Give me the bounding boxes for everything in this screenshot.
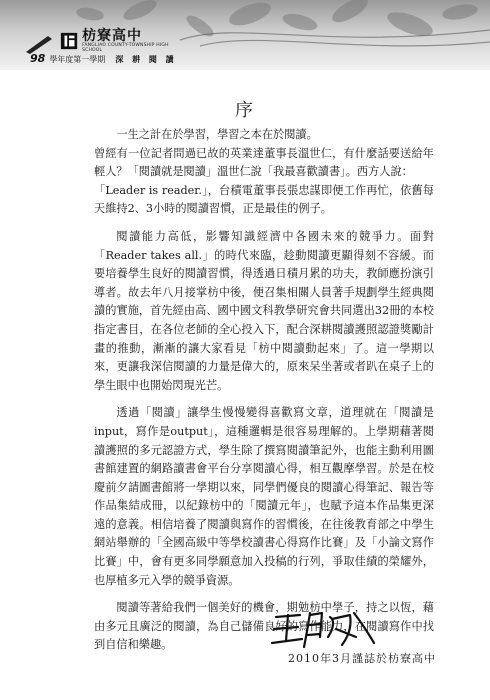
pen-icon <box>24 34 54 54</box>
paragraph-text: 曾經有一位記者問過已故的英業達董事長溫世仁，有什麼話要送給年輕人？「閱讀就是閱讀」溫世仁說「我最喜歡讀書」。西方人說： <box>94 146 434 179</box>
publication-title: 深 耕 閱 讀 <box>115 55 177 64</box>
paragraph-text: 透過「閱讀」讓學生慢慢變得喜歡寫文章，道理就在「閱讀是input，寫作是output」，這種邏輯是很容易理解的。上學期藉著閱讀護照的多元認證方式，學生除了撰寫閱讀筆記外，也能主動利用圖書館建置的網路讀書會平台分享閱讀心得，相互觀摩學習。於是在校慶前夕請圖書館將一學期以來，同學們優良的閱讀心得筆記、報告等作品集結成冊，以紀錄枋中的「閱讀元年」，也賦予這本作品集更深遠的意義。相信培養了閱讀與寫作的習慣後，在往後教育部之中學生網站舉辦的「全國高級中等學校讀書心得寫作比賽」及「小論文寫作比賽」中，會有更多同學願意加入投稿的行列，爭取佳績的榮耀外，也厚植多元入學的競爭資源。 <box>94 406 434 587</box>
paragraph-text: 一生之計在於學習，學習之本在於閱讀。 <box>116 128 318 141</box>
school-name: 枋寮高中 <box>82 28 143 44</box>
paragraph-gap <box>94 590 434 599</box>
paragraph-gap <box>94 395 434 404</box>
paragraph-text: 閱讀能力高低，影響知識經濟中各國未來的競爭力。面對「Reader takes all.」的時代來臨，趁動閱讀更顯得刻不容緩。而要培養學生良好的閱讀習慣，得透過日積月累的功夫，教師應扮演引導者。故去年八月接掌枋中後，便召集相關人員著手規劃學生經典閱讀的實施，首先經由高、國中國文科教學研究會共同選出32冊的本校指定書目，在各位老師的全心投入下，配合深耕閱讀護照認證獎勵計畫的推動，漸漸的讓大家看見「枋中閱讀動起來」了。這一學期以來，更讓我深信閱讀的力量是偉大的，原來呆坐著或者趴在桌子上的學生眼中也開始閃現光芒。 <box>94 229 434 392</box>
paragraph-gap <box>94 219 434 228</box>
signature-date: 2010年3月謹誌於枋寮高中 <box>288 652 436 665</box>
school-logo <box>60 30 180 52</box>
term-text: 學年度第一學期 <box>49 55 106 64</box>
preface-body <box>94 126 434 655</box>
term-number: 98 <box>30 52 46 65</box>
page-title: 序 <box>235 100 255 121</box>
school-emblem-icon <box>60 31 78 51</box>
page-header <box>0 0 490 70</box>
paragraph-text: 「Leader is reader.」，台積電董事長張忠謀即便工作再忙，依舊每天維持2、3小時的閱讀習慣，正是最佳的例子。 <box>94 183 434 216</box>
term-info <box>30 52 177 65</box>
handwritten-signature-icon <box>270 607 380 651</box>
school-name-english: FANGLIAO COUNTY-TOWNSHIP HIGH SCHOOL <box>82 43 169 53</box>
paragraph-text: 閱讀等著給我們一個美好的機會，期勉枋中學子，持之以恆，藉由多元且廣泛的閱讀，為自己儲備良好的寫作能力，在閱讀寫作中找到自信和樂趣。 <box>94 601 434 652</box>
